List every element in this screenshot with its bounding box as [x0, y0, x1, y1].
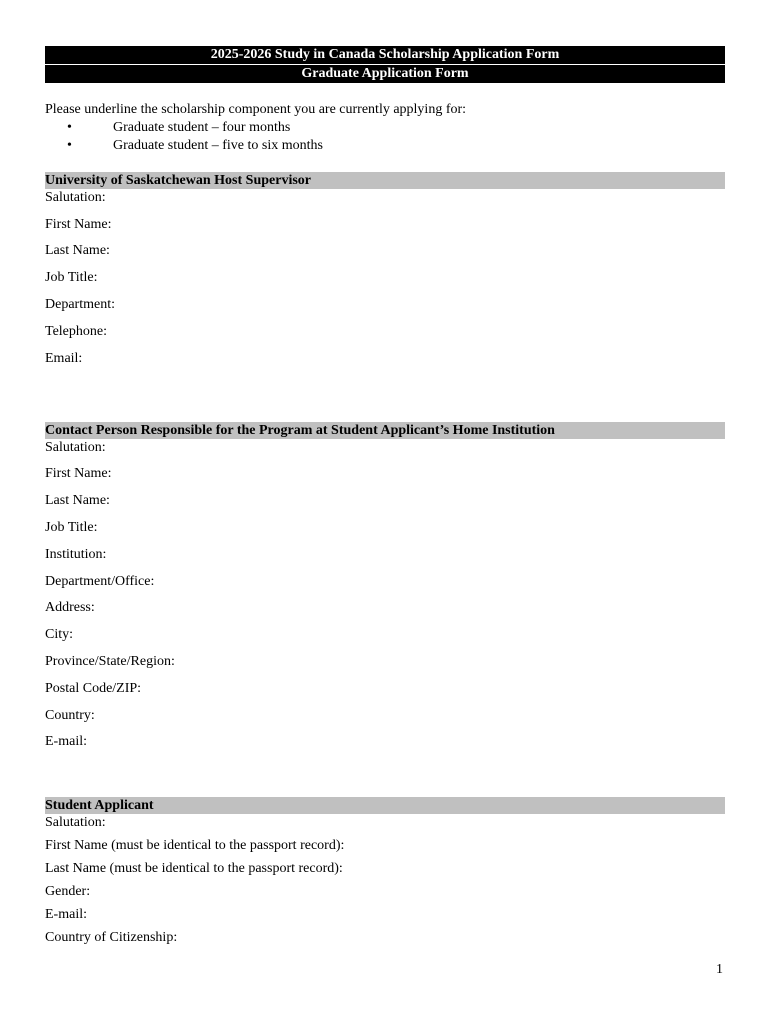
- scholarship-option-five-six-months[interactable]: [45, 137, 323, 155]
- section-heading-student-applicant: Student Applicant: [45, 797, 725, 814]
- field-institution[interactable]: Institution:: [45, 547, 107, 562]
- field-first-name[interactable]: First Name:: [45, 217, 112, 232]
- form-title: 2025-2026 Study in Canada Scholarship Application Form: [210, 47, 560, 62]
- field-first-name[interactable]: First Name (must be identical to the passport record):: [45, 838, 345, 853]
- field-salutation[interactable]: Salutation:: [45, 440, 106, 455]
- field-email[interactable]: E-mail:: [45, 734, 87, 749]
- field-country-of-citizenship[interactable]: Country of Citizenship:: [45, 930, 178, 945]
- field-email[interactable]: Email:: [45, 351, 83, 366]
- field-last-name[interactable]: Last Name:: [45, 243, 110, 258]
- option-label: Graduate student – five to six months: [113, 138, 323, 153]
- field-telephone[interactable]: Telephone:: [45, 324, 107, 339]
- scholarship-instructions: Please underline the scholarship component you are currently applying for:: [45, 102, 467, 117]
- bullet-icon: •: [67, 120, 72, 135]
- section-heading-home-contact: Contact Person Responsible for the Program at Student Applicant’s Home Institution: [45, 422, 725, 439]
- field-salutation[interactable]: Salutation:: [45, 815, 106, 830]
- field-postal-code[interactable]: Postal Code/ZIP:: [45, 681, 142, 696]
- field-gender[interactable]: Gender:: [45, 884, 91, 899]
- field-email[interactable]: E-mail:: [45, 907, 87, 922]
- option-label: Graduate student – four months: [113, 120, 291, 135]
- page-number: 1: [716, 962, 723, 977]
- field-first-name[interactable]: First Name:: [45, 466, 112, 481]
- field-department[interactable]: Department:: [45, 297, 115, 312]
- field-country[interactable]: Country:: [45, 708, 95, 723]
- field-province-state-region[interactable]: Province/State/Region:: [45, 654, 175, 669]
- field-department-office[interactable]: Department/Office:: [45, 574, 155, 589]
- scholarship-option-four-months[interactable]: [45, 119, 323, 137]
- field-salutation[interactable]: Salutation:: [45, 190, 106, 205]
- field-job-title[interactable]: Job Title:: [45, 270, 98, 285]
- field-address[interactable]: Address:: [45, 600, 95, 615]
- field-last-name[interactable]: Last Name (must be identical to the passport record):: [45, 861, 343, 876]
- field-last-name[interactable]: Last Name:: [45, 493, 110, 508]
- field-city[interactable]: City:: [45, 627, 74, 642]
- form-title-bar: [45, 46, 725, 83]
- form-subtitle: Graduate Application Form: [45, 64, 725, 83]
- scholarship-options-list: [45, 119, 323, 155]
- bullet-icon: •: [67, 138, 72, 153]
- section-heading-host-supervisor: University of Saskatchewan Host Supervisor: [45, 172, 725, 189]
- field-job-title[interactable]: Job Title:: [45, 520, 98, 535]
